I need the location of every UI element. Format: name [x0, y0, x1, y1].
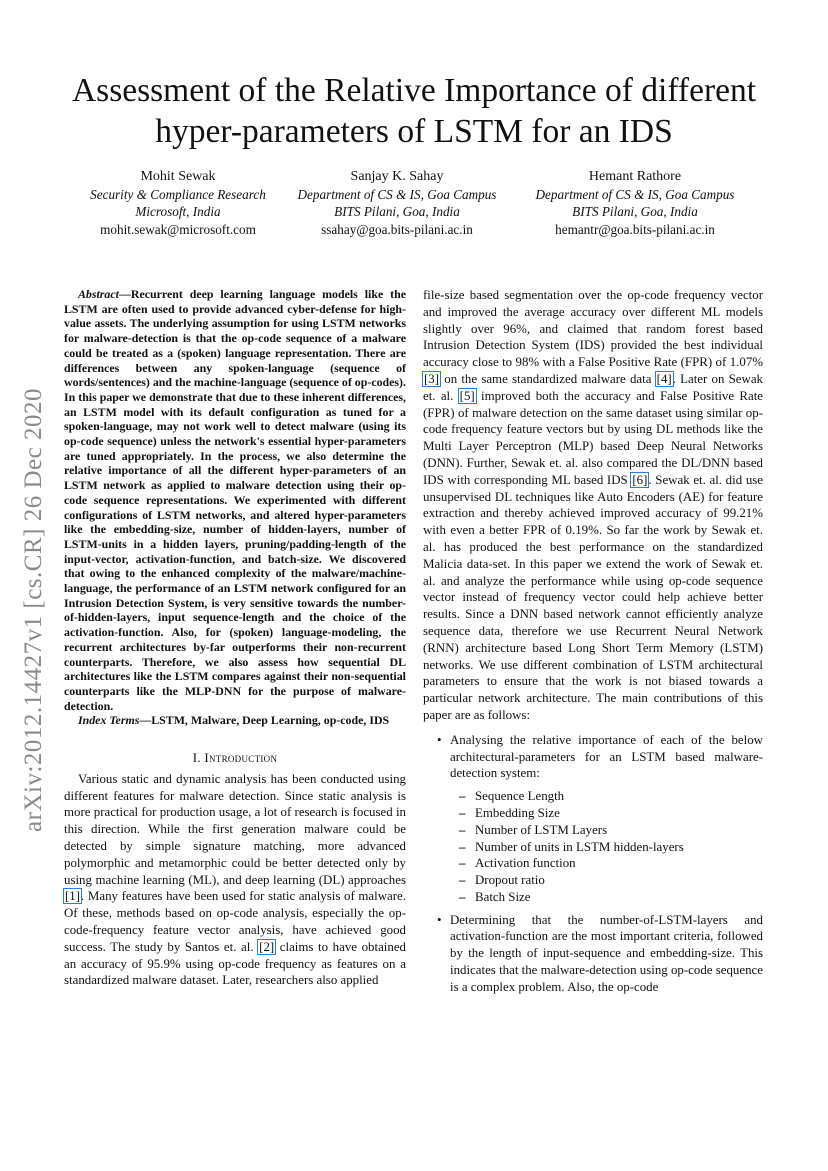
contributions-list — [423, 732, 763, 996]
author-email: hemantr@goa.bits-pilani.ac.in — [555, 221, 715, 237]
index-terms — [64, 713, 406, 728]
list-item: – Activation function — [475, 855, 763, 872]
author-email: ssahay@goa.bits-pilani.ac.in — [321, 221, 473, 237]
author-name: Hemant Rathore — [588, 169, 682, 184]
author-affiliation: Department of CS & IS, Goa Campus — [297, 186, 497, 202]
left-column — [64, 287, 406, 989]
arxiv-identifier-text: arXiv:2012.14427v1 [cs.CR] 26 Dec 2020 — [20, 388, 48, 832]
list-item — [450, 732, 763, 906]
body-text: file-size based segmentation over the op-code frequency vector and improved the average accuracy over different ML models slightly over 96%, and claimed that random forest based Intrusion Detection System (IDS) provided the best individual accuracy close to 98% with a False Positive Rate (FPR) of 1.07% — [423, 288, 763, 370]
author-1 — [82, 168, 274, 238]
author-block — [0, 168, 828, 240]
list-item-text: Determining that the number-of-LSTM-layers and activation-function are the most important criteria, followed by the length of input-sequence and embedding-size. This indicates that the malware-detection using op-code sequence is a complex problem. Also, the op-code — [450, 912, 763, 994]
abstract-text: —Recurrent deep learning language models like the LSTM are often used to provide advanced cyber-defense for high-value assets. The underlying assumption for using LSTM networks for malware-detection is that the op-code sequence of a malware could be treated as a (spoken) language representation. There are differences between any spoken-language (sequence of words/sentences) and the machine-language (sequence of op-codes). In this paper we demonstrate that due to these inherent differences, an LSTM model with its default configuration as tuned for a spoken-language, may not work well to detect malware (using its op-code sequence) unless the network's essential hyper-parameters are tuned appropriately. In the process, we also determine the relative importance of all the different hyper-parameters of an LSTM network as applied to malware detection using their op-code sequence representations. We experimented with different configurations of LSTM networks, and altered hyper-parameters like the embedding-size, number of hidden-layers, number of LSTM-units in a hidden layers, pruning/padding-length of the input-vector, activation-function, and batch-size. We discovered that owing to the enhanced complexity of the malware/machine-language, the performance of an LSTM network configured for an Intrusion Detection System, is very sensitive towards the number-of-hidden-layers, input sequence-length and the choice of the activation-function. Also, for (spoken) language-modeling, the recurrent architectures by-far outperforms their non-recurrent counterparts. Therefore, we also assess how sequential DL architectures like the LSTM compares against their non-sequential counterparts like the MLP-DNN for the purpose of malware-detection. — [64, 287, 406, 713]
abstract-heading: Abstract — [78, 287, 119, 301]
list-item — [450, 912, 763, 996]
author-2 — [286, 168, 508, 238]
citation-link[interactable]: [2] — [259, 939, 275, 954]
citation-link[interactable]: [6] — [632, 472, 648, 487]
list-item: – Sequence Length — [475, 788, 763, 805]
list-item: – Number of units in LSTM hidden-layers — [475, 839, 763, 856]
paper-title: Assessment of the Relative Importance of different hyper-parameters of LSTM for an IDS — [71, 72, 757, 150]
section-heading-introduction — [64, 750, 406, 767]
citation-link[interactable]: [1] — [65, 889, 81, 904]
body-text: Various static and dynamic analysis has been conducted using different features for malware detection. Since static analysis is more practical for production usage, a lot of research is focused in this direction. While the first generation malware could be detected by simple signature matching, more advanced polymorphic and metamorphic could be better detected only by using machine learning (ML), and deep learning (DL) approaches — [64, 771, 406, 887]
list-item-text: Analysing the relative importance of each of the below architectural-parameters for an LSTM based malware-detection system: — [450, 732, 763, 781]
section-title: Introduction — [204, 751, 278, 766]
body-paragraph — [423, 287, 763, 724]
citation-link[interactable]: [4] — [656, 371, 672, 386]
author-affiliation: BITS Pilani, Goa, India — [572, 204, 698, 219]
index-terms-heading: Index Terms — [78, 713, 140, 728]
list-item: – Embedding Size — [475, 805, 763, 822]
list-item: – Number of LSTM Layers — [475, 822, 763, 839]
author-affiliation: Department of CS & IS, Goa Campus — [535, 186, 735, 202]
author-affiliation: Microsoft, India — [135, 204, 221, 219]
index-terms-text: —LSTM, Malware, Deep Learning, op-code, IDS — [139, 713, 390, 728]
body-text: on the same standardized malware data — [440, 371, 656, 386]
author-name: Mohit Sewak — [140, 169, 216, 184]
body-text: claims to have obtained an accuracy of 95.9% using op-code frequency as features on a standardized malware dataset. Later, researchers also applied — [64, 939, 406, 988]
author-3 — [524, 168, 746, 238]
author-email: mohit.sewak@microsoft.com — [100, 221, 256, 237]
author-affiliation: BITS Pilani, Goa, India — [334, 204, 460, 219]
author-name: Sanjay K. Sahay — [350, 169, 444, 184]
body-text: improved both the accuracy and False Positive Rate (FPR) of malware detection on the same dataset using similar op-code frequency feature vectors but by using DL methods like the Multi Layer Perceptron (MLP) based Deep Neural Networks (DNN). Further, Sewak et. al. also compared the DL/DNN based IDS with corresponding ML based IDS — [423, 388, 763, 487]
body-text: . Sewak et. al. did use unsupervised DL techniques like Auto Encoders (AE) for feature extraction and thereby achieved improved accuracy of 99.21% with even a better FPR of 0.19%. So far the work by Sewak et. al. has produced the best performance on the standardized Malicia data-set. In this paper we extend the work of Sewak et. al. and analyze the performance while using op-code sequence vector instead of frequency vector could help achieve better results. Since a DNN based network cannot efficiently analyze sequence data, therefore we use Recurrent Neural Network (RNN) architecture based Long Short Term Memory (LSTM) networks. We use different combination of LSTM architectural parameters to ensure that the work is not biased towards a particular network architecture. The main contributions of this paper are as follows: — [423, 472, 763, 722]
right-column — [423, 287, 763, 1002]
hyperparameter-list — [450, 788, 763, 906]
arxiv-identifier — [14, 360, 54, 860]
author-affiliation: Security & Compliance Research — [90, 186, 266, 202]
abstract — [64, 287, 406, 713]
citation-link[interactable]: [5] — [459, 388, 475, 403]
list-item: – Batch Size — [475, 889, 763, 906]
citation-link[interactable]: [3] — [424, 371, 440, 386]
intro-paragraph — [64, 771, 406, 989]
list-item: – Dropout ratio — [475, 872, 763, 889]
body-text: . Later on Sewak et. al. — [423, 371, 764, 403]
body-text: . Many features have been used for static analysis of malware. Of these, methods based on op-code analysis, especially the op-code-frequency feature vector analysis, have achieved good success. The study by Santos et. al. — [64, 889, 406, 954]
section-numeral: I. — [192, 751, 205, 766]
